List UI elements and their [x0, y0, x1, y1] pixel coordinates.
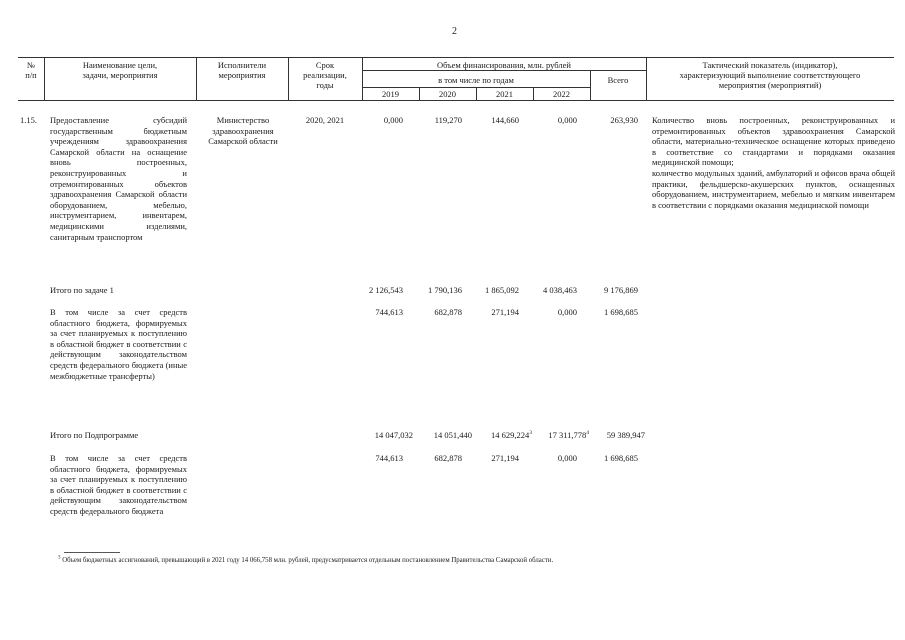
row-sub-2022-footnote-mark: 4	[586, 430, 589, 437]
header-name: Наименование цели, задачи, мероприятия	[82, 60, 158, 80]
row-sub-incl-2021: 271,194	[491, 453, 519, 463]
header-executors: Исполнители мероприятия	[217, 60, 267, 80]
footnote-mark: 3	[58, 555, 61, 561]
footnote-text: Объем бюджетных ассигнований, превышающий в 2021 году 14 066,758 млн. рублей, предусматривается отдельным постановлением Правительства Самарской области.	[62, 557, 554, 564]
row-115-total: 263,930	[610, 115, 638, 125]
row-sub-2022	[527, 430, 589, 440]
header-num: № п/п	[25, 60, 37, 80]
header-by-years: в том числе по годам	[438, 75, 514, 85]
row-task1-name: Итого по задаче 1	[50, 285, 114, 295]
row-task1-2020: 1 790,136	[428, 285, 462, 295]
header-term: Срок реализации, годы	[303, 60, 347, 90]
row-sub-incl-2019: 744,613	[375, 453, 403, 463]
row-task1-total: 9 176,869	[604, 285, 638, 295]
row-sub-name: Итого по Подпрограмме	[50, 430, 139, 440]
row-sub-2021-footnote-mark: 3	[529, 430, 532, 437]
row-115-2020: 119,270	[434, 115, 462, 125]
header-top-border	[18, 57, 894, 58]
header-year-2020: 2020	[439, 89, 456, 99]
row-sub-total: 59 389,947	[606, 430, 645, 440]
header-total: Всего	[607, 75, 629, 85]
header-bottom-border	[18, 100, 894, 101]
header-indicator: Тактический показатель (индикатор), характеризующий выполнение соответствующего мероприятия (мероприятий)	[679, 60, 861, 90]
header-financing: Объем финансирования, млн. рублей	[437, 60, 571, 70]
row-task1-2021: 1 865,092	[485, 285, 519, 295]
row-sub-2021	[470, 430, 532, 440]
row-115-name: Предоставление субсидий государственным бюджетным учреждениям здравоохранения Самарской области на оснащение вновь построенных, реконструированных и отремонтированных объектов здравоохранения Самарской области оборудованием, мебелью, инструментарием, инвентарем, медицинскими изделиями, санитарным транспортом	[50, 115, 187, 242]
row-115-executor: Министерство здравоохранения Самарской области	[208, 115, 278, 147]
row-115-2021: 144,660	[491, 115, 519, 125]
row-sub-2019: 14 047,032	[374, 430, 413, 440]
row-sub-2020: 14 051,440	[433, 430, 472, 440]
header-year-2022: 2022	[553, 89, 570, 99]
row-115-indicator: Количество вновь построенных, реконструированных и отремонтированных объектов здравоохранения Самарской области, материально-техническое оснащение которых приведено в соответствие со стандартами и порядками оказания медицинской помощи; количество модульных зданий, амбулаторий и офисов врача общей практики, фельдшерско-акушерских пунктов, оснащенных оборудованием, инструментарием, мебелью и мягким инвентарем в соответствии с порядками оказания медицинской помощи	[652, 115, 895, 210]
header-year-2021: 2021	[496, 89, 513, 99]
row-115-2022: 0,000	[557, 115, 577, 125]
row-task1-incl-2019: 744,613	[375, 307, 403, 317]
row-task1-incl-total: 1 698,685	[604, 307, 638, 317]
page-number: 2	[452, 26, 457, 37]
row-task1-incl-name: В том числе за счет средств областного бюджета, формируемых за счет планируемых к поступлению в областной бюджет в соответствии с действующим законодательством средств федерального бюджета (иные межбюджетные трансферты)	[50, 307, 187, 381]
row-task1-incl-2020: 682,878	[434, 307, 462, 317]
row-task1-incl-2021: 271,194	[491, 307, 519, 317]
row-sub-2021-value: 14 629,224	[491, 430, 530, 440]
header-years-divider	[362, 70, 646, 71]
row-task1-2019: 2 126,543	[369, 285, 403, 295]
row-task1-2022: 4 038,463	[543, 285, 577, 295]
row-sub-incl-name: В том числе за счет средств областного бюджета, формируемых за счет планируемых к поступлению в областной бюджет в соответствии с действующим законодательством средств федерального бюджета	[50, 453, 187, 516]
header-year-2019: 2019	[382, 89, 399, 99]
row-115-2019: 0,000	[383, 115, 403, 125]
footnote-separator	[64, 552, 120, 553]
row-115-num: 1.15.	[20, 115, 37, 125]
row-sub-2022-value: 17 311,778	[548, 430, 587, 440]
row-115-term: 2020, 2021	[305, 115, 345, 125]
row-sub-incl-2020: 682,878	[434, 453, 462, 463]
row-sub-incl-2022: 0,000	[557, 453, 577, 463]
footnote	[58, 557, 553, 565]
row-sub-incl-total: 1 698,685	[604, 453, 638, 463]
row-task1-incl-2022: 0,000	[557, 307, 577, 317]
